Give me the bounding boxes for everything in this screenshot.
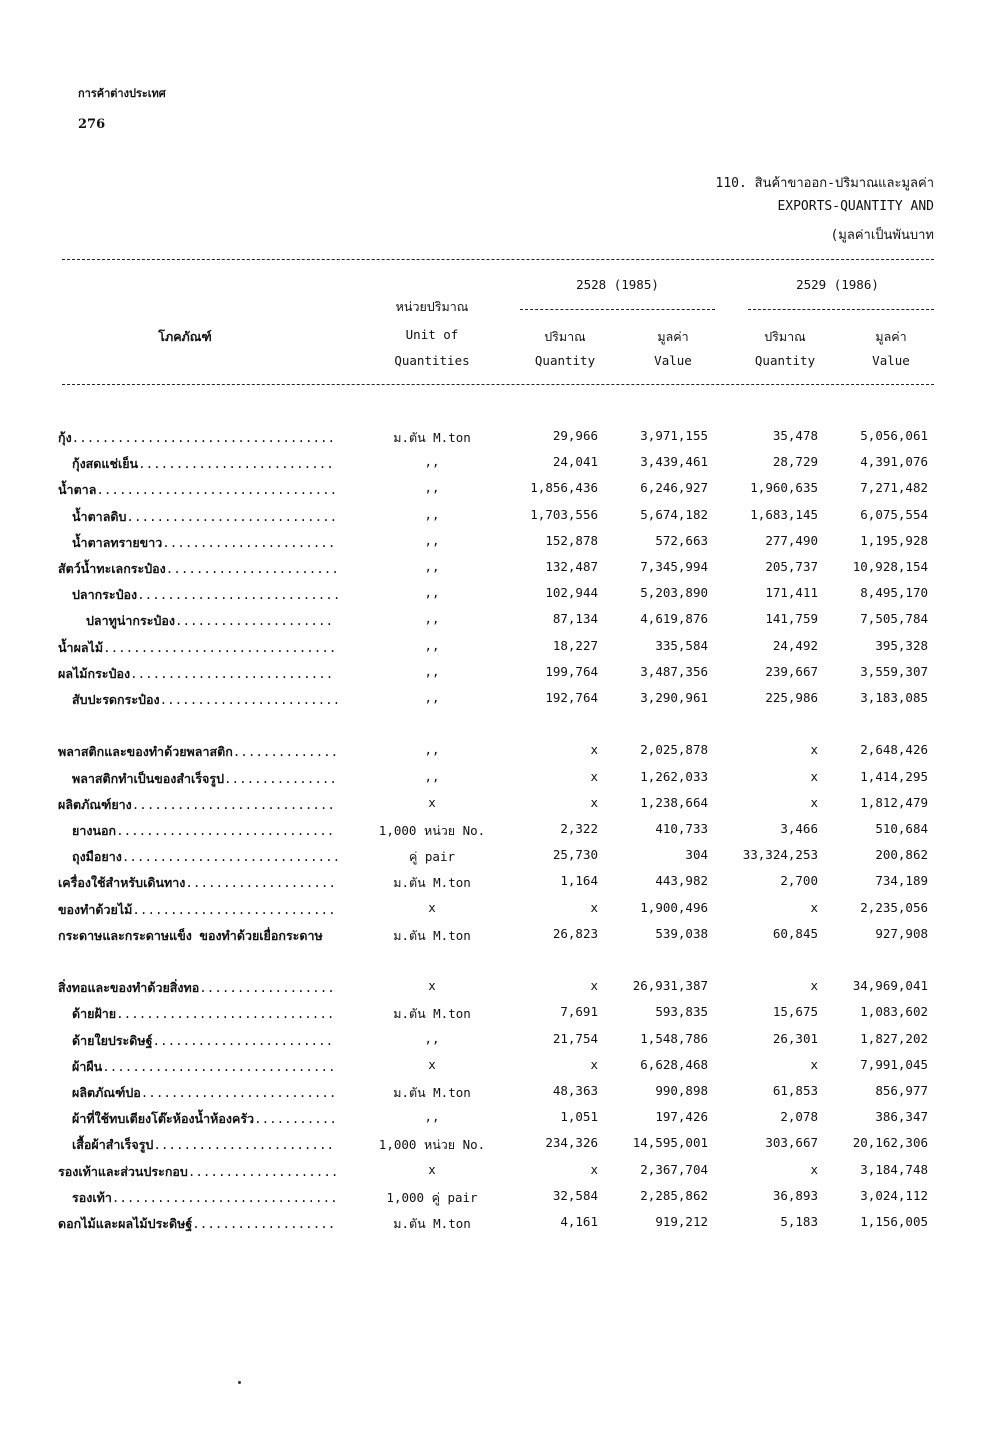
row-unit: ,,	[424, 742, 440, 757]
row-value-1985: 2,025,878	[640, 742, 708, 757]
table-row	[0, 900, 990, 926]
table-row	[0, 428, 990, 454]
row-quantity-1986: x	[810, 1057, 818, 1072]
row-quantity-1985: 4,161	[560, 1214, 598, 1229]
leader-dots: ...........................	[130, 666, 334, 681]
row-commodity-name	[72, 1057, 336, 1077]
row-commodity-label: น้ำตาลดิบ	[72, 509, 127, 524]
row-value-1986: 7,505,784	[860, 611, 928, 626]
row-commodity-name	[58, 795, 335, 815]
row-commodity-label: ด้ายใยประดิษฐ์	[72, 1033, 153, 1048]
row-value-1986: 1,195,928	[860, 533, 928, 548]
row-unit: ม.ตัน M.ton	[393, 430, 471, 445]
leader-dots: ...........	[254, 1111, 337, 1126]
row-quantity-1985: 1,051	[560, 1109, 598, 1124]
leader-dots: ..........................	[140, 1085, 337, 1100]
row-value-1985: 572,663	[655, 533, 708, 548]
row-quantity-1985: 32,584	[552, 1188, 598, 1203]
row-unit: ,,	[424, 769, 440, 784]
row-value-1986: 856,977	[875, 1083, 928, 1098]
row-unit: ,,	[424, 690, 440, 705]
row-quantity-1986: x	[810, 900, 818, 915]
row-quantity-1985: x	[590, 900, 598, 915]
row-unit: ,,	[424, 454, 440, 469]
row-quantity-1986: 3,466	[780, 821, 818, 836]
leader-dots: ........................	[159, 692, 341, 707]
row-quantity-1986: 61,853	[772, 1083, 818, 1098]
row-quantity-1986: 28,729	[772, 454, 818, 469]
row-quantity-1985: x	[590, 978, 598, 993]
row-value-1986: 7,271,482	[860, 480, 928, 495]
row-commodity-label: ถุงมือยาง	[72, 849, 122, 864]
table-row	[0, 795, 990, 821]
leader-dots: .......................	[162, 535, 336, 550]
header-year-1986: 2529 (1986)	[796, 277, 879, 292]
row-quantity-1985: 102,944	[545, 585, 598, 600]
row-quantity-1986: 35,478	[772, 428, 818, 443]
row-quantity-1986: 225,986	[765, 690, 818, 705]
row-commodity-label: ผลไม้กระป๋อง	[58, 666, 131, 681]
row-value-1985: 3,439,461	[640, 454, 708, 469]
row-quantity-1986: x	[810, 795, 818, 810]
table-row	[0, 1162, 990, 1188]
row-value-1986: 1,812,479	[860, 795, 928, 810]
leader-dots: ...............	[224, 771, 337, 786]
row-value-1985: 990,898	[655, 1083, 708, 1098]
row-quantity-1986: 2,700	[780, 873, 818, 888]
row-unit: คู่ pair	[409, 849, 455, 864]
row-value-1985: 6,628,468	[640, 1057, 708, 1072]
row-value-1985: 1,262,033	[640, 769, 708, 784]
row-quantity-1985: 48,363	[552, 1083, 598, 1098]
row-value-1986: 1,414,295	[860, 769, 928, 784]
row-commodity-label: เสื้อผ้าสำเร็จรูป	[72, 1137, 154, 1152]
row-value-1985: 1,548,786	[640, 1031, 708, 1046]
row-value-1986: 1,083,602	[860, 1004, 928, 1019]
row-unit: ,,	[424, 533, 440, 548]
page-number: 276	[78, 117, 106, 132]
leader-dots: .............................	[116, 823, 335, 838]
row-commodity-name	[58, 559, 339, 579]
row-commodity-name	[72, 1083, 336, 1103]
row-value-1985: 26,931,387	[632, 978, 708, 993]
row-quantity-1986: 15,675	[772, 1004, 818, 1019]
row-commodity-label: ผลิตภัณฑ์ยาง	[58, 797, 132, 812]
row-quantity-1985: 18,227	[552, 638, 598, 653]
row-commodity-name	[58, 978, 335, 998]
row-unit: ,,	[424, 1031, 440, 1046]
row-commodity-label: พลาสติกทำเป็นของสำเร็จรูป	[72, 771, 225, 786]
header-value-english-1985: Value	[654, 353, 692, 368]
row-commodity-label: ยางนอก	[72, 823, 117, 838]
table-row	[0, 585, 990, 611]
row-quantity-1986: x	[810, 742, 818, 757]
row-unit: ,,	[424, 638, 440, 653]
row-commodity-label: เครื่องใช้สำหรับเดินทาง	[58, 875, 186, 890]
row-value-1986: 3,184,748	[860, 1162, 928, 1177]
row-commodity-label: ผ้าผืน	[72, 1059, 103, 1074]
leader-dots: ...................................	[71, 430, 336, 445]
table-row	[0, 926, 990, 952]
row-unit: ,,	[424, 1109, 440, 1124]
table-row	[0, 742, 990, 768]
row-value-1985: 5,203,890	[640, 585, 708, 600]
row-unit: ,,	[424, 480, 440, 495]
row-commodity-name	[72, 454, 334, 474]
row-quantity-1985: 1,703,556	[530, 507, 598, 522]
leader-dots: ............................	[126, 509, 338, 524]
row-commodity-label: ของทำด้วยไม้	[58, 902, 133, 917]
row-quantity-1986: x	[810, 978, 818, 993]
row-unit: x	[428, 1162, 436, 1177]
row-commodity-name	[58, 664, 333, 684]
leader-dots: ........................	[152, 1033, 334, 1048]
row-quantity-1986: 24,492	[772, 638, 818, 653]
row-value-1986: 6,075,554	[860, 507, 928, 522]
row-unit: ม.ตัน M.ton	[393, 928, 471, 943]
leader-dots: ..............	[232, 744, 339, 759]
row-quantity-1986: 303,667	[765, 1135, 818, 1150]
top-rule	[62, 259, 934, 260]
row-value-1986: 927,908	[875, 926, 928, 941]
row-commodity-name	[72, 585, 340, 605]
leader-dots: ...........................	[131, 797, 335, 812]
table-row	[0, 847, 990, 873]
row-commodity-name	[58, 1214, 335, 1234]
row-quantity-1986: 171,411	[765, 585, 818, 600]
row-value-1986: 3,559,307	[860, 664, 928, 679]
row-commodity-name	[72, 690, 340, 710]
row-commodity-label: น้ำตาล	[58, 482, 97, 497]
leader-dots: ...................	[192, 1216, 336, 1231]
row-commodity-label: กุ้งสดแช่เย็น	[72, 456, 139, 471]
row-quantity-1986: 26,301	[772, 1031, 818, 1046]
leader-dots: ...............................	[103, 640, 337, 655]
leader-dots: ........................	[153, 1137, 334, 1152]
row-quantity-1986: 2,078	[780, 1109, 818, 1124]
row-quantity-1985: 21,754	[552, 1031, 598, 1046]
leader-dots: ...............................	[102, 1059, 336, 1074]
row-value-1986: 734,189	[875, 873, 928, 888]
row-commodity-name	[58, 428, 335, 448]
row-commodity-label: สัตว์น้ำทะเลกระป๋อง	[58, 561, 166, 576]
table-row	[0, 1188, 990, 1214]
row-quantity-1985: 199,764	[545, 664, 598, 679]
table-row	[0, 1057, 990, 1083]
row-quantity-1985: x	[590, 795, 598, 810]
row-value-1986: 7,991,045	[860, 1057, 928, 1072]
row-quantity-1985: 26,823	[552, 926, 598, 941]
row-commodity-label: กุ้ง	[58, 430, 72, 445]
row-commodity-label: น้ำตาลทรายขาว	[72, 535, 163, 550]
row-commodity-name	[72, 821, 334, 841]
table-row	[0, 533, 990, 559]
table-row	[0, 611, 990, 637]
subrule-1986	[748, 309, 934, 310]
row-value-1985: 3,487,356	[640, 664, 708, 679]
header-value-english-1986: Value	[872, 353, 910, 368]
table-row	[0, 769, 990, 795]
row-quantity-1985: 24,041	[552, 454, 598, 469]
row-commodity-label: รองเท้า	[72, 1190, 112, 1205]
header-qty-thai-1985: ปริมาณ	[544, 329, 586, 344]
row-commodity-name	[58, 873, 336, 893]
row-value-1985: 4,619,876	[640, 611, 708, 626]
row-commodity-name	[58, 638, 336, 658]
row-unit: x	[428, 1057, 436, 1072]
header-value-thai-1986: มูลค่า	[875, 329, 907, 344]
row-quantity-1986: x	[810, 1162, 818, 1177]
row-commodity-label: ปลากระป๋อง	[72, 587, 138, 602]
row-commodity-name	[72, 1004, 334, 1024]
row-quantity-1985: 132,487	[545, 559, 598, 574]
row-commodity-name	[72, 1109, 337, 1129]
row-quantity-1985: 152,878	[545, 533, 598, 548]
row-quantity-1985: 1,164	[560, 873, 598, 888]
row-value-1986: 1,827,202	[860, 1031, 928, 1046]
row-commodity-label: พลาสติกและของทำด้วยพลาสติก	[58, 744, 233, 759]
row-unit: ,,	[424, 507, 440, 522]
row-value-1986: 8,495,170	[860, 585, 928, 600]
row-unit: ม.ตัน M.ton	[393, 1216, 471, 1231]
row-commodity-name	[72, 533, 335, 553]
row-unit: 1,000 คู่ pair	[386, 1190, 478, 1205]
row-unit: ม.ตัน M.ton	[393, 875, 471, 890]
table-row	[0, 638, 990, 664]
row-quantity-1986: 1,960,635	[750, 480, 818, 495]
row-value-1985: 7,345,994	[640, 559, 708, 574]
row-quantity-1986: 277,490	[765, 533, 818, 548]
leader-dots: ..................	[199, 980, 335, 995]
subrule-1985	[520, 309, 715, 310]
header-bottom-rule	[62, 384, 934, 385]
table-row	[0, 873, 990, 899]
leader-dots: .............................	[116, 1006, 335, 1021]
row-commodity-label: ด้ายฝ้าย	[72, 1006, 117, 1021]
table-row	[0, 507, 990, 533]
leader-dots: ....................	[185, 875, 336, 890]
leader-dots: ..........................	[138, 456, 334, 471]
table-row	[0, 1135, 990, 1161]
row-value-1986: 4,391,076	[860, 454, 928, 469]
leader-dots: ....................	[187, 1164, 339, 1179]
row-commodity-label: สับปะรดกระป๋อง	[72, 692, 160, 707]
leader-dots: .......................	[165, 561, 339, 576]
header-commodity: โภคภัณฑ์	[158, 329, 212, 344]
row-commodity-name	[72, 1188, 338, 1208]
row-value-1985: 335,584	[655, 638, 708, 653]
table-row	[0, 1031, 990, 1057]
row-unit: x	[428, 795, 436, 810]
row-commodity-name	[86, 611, 333, 631]
table-row	[0, 480, 990, 506]
row-commodity-name	[72, 769, 337, 789]
row-quantity-1986: 239,667	[765, 664, 818, 679]
row-quantity-1986: 1,683,145	[750, 507, 818, 522]
row-value-1985: 1,900,496	[640, 900, 708, 915]
row-value-1985: 2,285,862	[640, 1188, 708, 1203]
row-value-1986: 2,648,426	[860, 742, 928, 757]
row-quantity-1985: x	[590, 1057, 598, 1072]
row-value-1985: 443,982	[655, 873, 708, 888]
row-value-1985: 197,426	[655, 1109, 708, 1124]
table-row	[0, 690, 990, 716]
row-value-1986: 5,056,061	[860, 428, 928, 443]
header-qty-thai-1986: ปริมาณ	[764, 329, 806, 344]
row-value-1985: 919,212	[655, 1214, 708, 1229]
leader-dots: .............................	[121, 849, 341, 864]
row-value-1986: 10,928,154	[852, 559, 928, 574]
row-commodity-name	[72, 507, 337, 527]
table-row	[0, 664, 990, 690]
table-row	[0, 559, 990, 585]
row-quantity-1986: x	[810, 769, 818, 784]
row-quantity-1985: x	[590, 742, 598, 757]
row-commodity-label: รองเท้าและส่วนประกอบ	[58, 1164, 188, 1179]
row-unit: x	[428, 978, 436, 993]
leader-dots: ...........................	[132, 902, 336, 917]
row-commodity-label: ดอกไม้และผลไม้ประดิษฐ์	[58, 1216, 193, 1231]
row-commodity-name	[72, 847, 340, 867]
row-quantity-1985: 1,856,436	[530, 480, 598, 495]
table-row	[0, 1109, 990, 1135]
row-quantity-1985: 2,322	[560, 821, 598, 836]
row-quantity-1985: 7,691	[560, 1004, 598, 1019]
row-quantity-1986: 36,893	[772, 1188, 818, 1203]
header-value-thai-1985: มูลค่า	[657, 329, 689, 344]
row-commodity-name	[58, 900, 336, 920]
row-value-1986: 2,235,056	[860, 900, 928, 915]
row-unit: ,,	[424, 611, 440, 626]
leader-dots: .....................	[174, 613, 334, 628]
row-quantity-1985: 25,730	[552, 847, 598, 862]
row-value-1986: 395,328	[875, 638, 928, 653]
row-commodity-label: น้ำผลไม้	[58, 640, 104, 655]
row-commodity-label: ผ้าที่ใช้ทบเตียงโต๊ะห้องน้ำห้องครัว	[72, 1111, 255, 1126]
row-value-1986: 3,024,112	[860, 1188, 928, 1203]
table-row	[0, 978, 990, 1004]
row-commodity-label: กระดาษและกระดาษแข็ง ของทำด้วยเยื่อกระดาษ	[58, 928, 323, 943]
table-row	[0, 1004, 990, 1030]
row-commodity-name	[58, 742, 338, 762]
row-value-1986: 510,684	[875, 821, 928, 836]
leader-dots: ..............................	[111, 1190, 338, 1205]
row-quantity-1986: 5,183	[780, 1214, 818, 1229]
row-value-1985: 14,595,001	[632, 1135, 708, 1150]
row-commodity-name	[72, 1031, 333, 1051]
row-unit: ม.ตัน M.ton	[393, 1085, 471, 1100]
leader-dots: ...........................	[137, 587, 341, 602]
row-value-1985: 410,733	[655, 821, 708, 836]
header-qty-english-1985: Quantity	[534, 353, 596, 368]
row-value-1985: 3,971,155	[640, 428, 708, 443]
row-quantity-1986: 205,737	[765, 559, 818, 574]
row-quantity-1985: x	[590, 1162, 598, 1177]
row-value-1985: 304	[685, 847, 708, 862]
table-row	[0, 454, 990, 480]
header-unit-english-1: Unit of	[405, 327, 459, 342]
row-quantity-1986: 60,845	[772, 926, 818, 941]
row-quantity-1985: 87,134	[552, 611, 598, 626]
row-commodity-label: ผลิตภัณฑ์ปอ	[72, 1085, 141, 1100]
row-unit: ,,	[424, 585, 440, 600]
running-header: การค้าต่างประเทศ	[78, 87, 166, 100]
header-unit-english-2: Quantities	[394, 353, 470, 368]
row-quantity-1986: 33,324,253	[742, 847, 818, 862]
row-quantity-1985: 192,764	[545, 690, 598, 705]
table-row	[0, 1214, 990, 1240]
row-value-1985: 3,290,961	[640, 690, 708, 705]
row-unit: x	[428, 900, 436, 915]
row-unit: ,,	[424, 559, 440, 574]
row-commodity-name	[72, 1135, 334, 1155]
stray-dot-mark	[238, 1381, 241, 1384]
row-commodity-label: ปลาทูน่ากระป๋อง	[86, 613, 175, 628]
row-quantity-1985: 234,326	[545, 1135, 598, 1150]
row-value-1985: 1,238,664	[640, 795, 708, 810]
header-qty-english-1986: Quantity	[754, 353, 816, 368]
row-value-1985: 2,367,704	[640, 1162, 708, 1177]
header-year-1985: 2528 (1985)	[576, 277, 659, 292]
table-title-unit-note: (มูลค่าเป็นพันบาท	[830, 228, 934, 243]
row-commodity-name	[58, 480, 337, 500]
row-value-1986: 1,156,005	[860, 1214, 928, 1229]
row-value-1985: 539,038	[655, 926, 708, 941]
row-value-1986: 386,347	[875, 1109, 928, 1124]
row-value-1986: 200,862	[875, 847, 928, 862]
table-title-english: EXPORTS-QUANTITY AND	[777, 199, 934, 214]
table-title-thai: 110. สินค้าขาออก-ปริมาณและมูลค่า	[715, 176, 934, 191]
row-unit: ,,	[424, 664, 440, 679]
row-value-1985: 6,246,927	[640, 480, 708, 495]
row-value-1986: 34,969,041	[852, 978, 928, 993]
row-unit: 1,000 หน่วย No.	[378, 823, 486, 838]
header-unit-thai: หน่วยปริมาณ	[395, 299, 469, 314]
table-row	[0, 1083, 990, 1109]
row-commodity-name	[58, 926, 323, 946]
leader-dots: ................................	[96, 482, 338, 497]
row-value-1985: 5,674,182	[640, 507, 708, 522]
row-value-1985: 593,835	[655, 1004, 708, 1019]
row-value-1986: 3,183,085	[860, 690, 928, 705]
row-quantity-1985: x	[590, 769, 598, 784]
row-quantity-1985: 29,966	[552, 428, 598, 443]
row-unit: ม.ตัน M.ton	[393, 1006, 471, 1021]
row-unit: 1,000 หน่วย No.	[378, 1137, 486, 1152]
row-commodity-name	[58, 1162, 338, 1182]
row-quantity-1986: 141,759	[765, 611, 818, 626]
row-commodity-label: สิ่งทอและของทำด้วยสิ่งทอ	[58, 980, 200, 995]
row-value-1986: 20,162,306	[852, 1135, 928, 1150]
table-row	[0, 821, 990, 847]
